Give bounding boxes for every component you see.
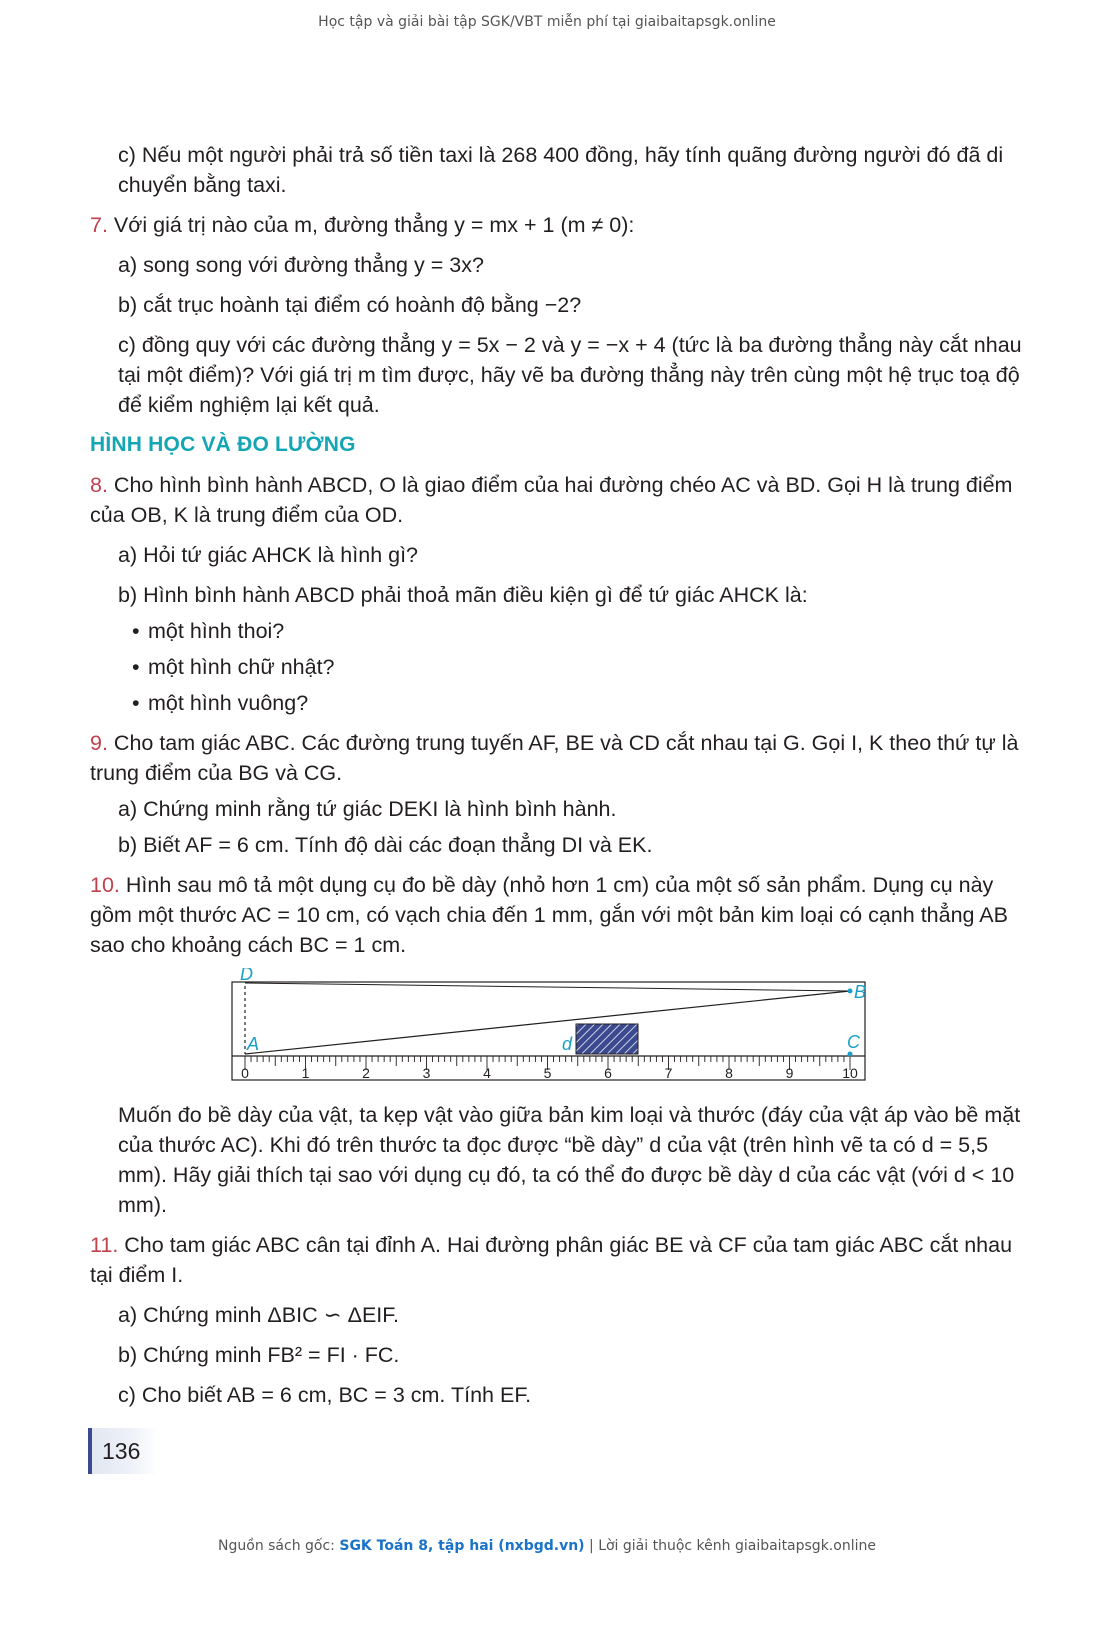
page-number: 136: [88, 1428, 158, 1474]
label-d-top: D: [240, 968, 253, 984]
ruler-tick-label: 5: [543, 1065, 552, 1081]
q11c-text: c) Cho biết AB = 6 cm, BC = 3 cm. Tính EF.: [118, 1383, 532, 1407]
q8b-bullet-2: • một hình chữ nhật?: [90, 652, 1025, 682]
q8-number: 8.: [90, 473, 108, 497]
ruler-tick-label: 2: [362, 1065, 370, 1081]
q10-paragraph: Muốn đo bề dày của vật, ta kẹp vật vào giữa bản kim loại và thước (đáy của vật áp vào bề mặt của thước AC). Khi đó trên thước ta đọc được “bề dày” d của vật (trên hình vẽ ta có d = 5,5 mm). Hãy giải thích tại sao với dụng cụ đó, ta có thể đo được bề dày d của các vật (với d < 10 mm).: [118, 1103, 1021, 1217]
measuring-tool-figure: [90, 968, 1025, 1090]
q9b-text: b) Biết AF = 6 cm. Tính độ dài các đoạn thẳng DI và EK.: [118, 833, 653, 857]
q8-text: Cho hình bình hành ABCD, O là giao điểm của hai đường chéo AC và BD. Gọi H là trung điểm của OB, K là trung điểm của OD.: [90, 473, 1013, 527]
q9-stem: [90, 728, 1025, 788]
ruler-tick-label: 3: [422, 1065, 431, 1081]
q8a-text: a) Hỏi tứ giác AHCK là hình gì?: [118, 543, 419, 567]
q9-text: Cho tam giác ABC. Các đường trung tuyến AF, BE và CD cắt nhau tại G. Gọi I, K theo thứ tự là trung điểm của BG và CG.: [90, 731, 1019, 785]
page-header: Học tập và giải bài tập SGK/VBT miễn phí tại giaibaitapsgk.online: [318, 14, 776, 30]
point-c-marker: [848, 1052, 853, 1057]
point-b-marker: [848, 989, 853, 994]
q6c-text: c) Nếu một người phải trả số tiền taxi là 268 400 đồng, hãy tính quãng đường người đó đã di chuyển bằng taxi.: [118, 143, 1004, 197]
ruler-tick-label: 1: [301, 1065, 310, 1081]
ruler-tick-label: 9: [785, 1065, 794, 1081]
ruler-tick-label: 8: [725, 1065, 733, 1081]
q7c-text: c) đồng quy với các đường thẳng y = 5x − 2 và y = −x + 4 (tức là ba đường thẳng này cắt nhau tại một điểm)? Với giá trị m tìm được, hãy vẽ ba đường thẳng này trên cùng một hệ trục toạ độ để kiểm nghiệm lại kết quả.: [118, 333, 1022, 417]
q7-text: Với giá trị nào của m, đường thẳng y = mx + 1 (m ≠ 0):: [113, 213, 635, 237]
q11b-text: b) Chứng minh FB² = FI · FC.: [118, 1343, 400, 1367]
label-b: B: [854, 982, 867, 1002]
page-footer: [0, 1538, 1094, 1554]
ruler-tick-label: 7: [664, 1065, 673, 1081]
q8b-bullet-1: • một hình thoi?: [90, 616, 1025, 646]
q7-number: 7.: [90, 213, 108, 237]
line-ab: [245, 991, 850, 1054]
section-title: HÌNH HỌC VÀ ĐO LƯỜNG: [90, 433, 356, 456]
line-db: [245, 983, 850, 991]
label-a: A: [247, 1034, 260, 1054]
footer-suffix: | Lời giải thuộc kênh giaibaitapsgk.online: [584, 1538, 876, 1554]
ruler-tick-label: 6: [604, 1065, 612, 1081]
ruler-tick-label: 10: [842, 1065, 858, 1081]
footer-source-link[interactable]: SGK Toán 8, tập hai (nxbgd.vn): [339, 1538, 585, 1554]
ruler-tick-label: 4: [483, 1065, 491, 1081]
q11a-text: a) Chứng minh ΔBIC ∽ ΔEIF.: [118, 1303, 399, 1327]
ruler-tick-label: 0: [241, 1065, 249, 1081]
footer-prefix: Nguồn sách gốc:: [218, 1538, 340, 1554]
q11-number: 11.: [90, 1233, 119, 1257]
label-c: C: [847, 1032, 860, 1052]
q8-stem: [90, 470, 1025, 530]
q11-stem: [90, 1230, 1025, 1290]
q8b-bullet-3: • một hình vuông?: [90, 688, 1025, 718]
measured-object: [576, 1024, 638, 1054]
q11-text: Cho tam giác ABC cân tại đỉnh A. Hai đường phân giác BE và CF của tam giác ABC cắt nhau tại điểm I.: [90, 1233, 1013, 1287]
q9-number: 9.: [90, 731, 108, 755]
q7-stem: [90, 210, 1025, 240]
page-content: [90, 140, 1025, 1410]
q7b-text: b) cắt trục hoành tại điểm có hoành độ bằng −2?: [118, 293, 582, 317]
q9a-text: a) Chứng minh rằng tứ giác DEKI là hình bình hành.: [118, 797, 617, 821]
measuring-tool-diagram: [90, 968, 1025, 1090]
ruler-tick-labels: [241, 1065, 858, 1081]
label-d-thickness: d: [562, 1034, 573, 1054]
q7a-text: a) song song với đường thẳng y = 3x?: [118, 253, 484, 277]
q8b-text: b) Hình bình hành ABCD phải thoả mãn điều kiện gì để tứ giác AHCK là:: [118, 583, 808, 607]
q10-text: Hình sau mô tả một dụng cụ đo bề dày (nhỏ hơn 1 cm) của một số sản phẩm. Dụng cụ này gồm một thước AC = 10 cm, có vạch chia đến 1 mm, gắn với một bản kim loại có cạnh thẳng AB sao cho khoảng cách BC = 1 cm.: [90, 873, 1008, 957]
q10-number: 10.: [90, 873, 120, 897]
q10-stem: [90, 870, 1025, 960]
